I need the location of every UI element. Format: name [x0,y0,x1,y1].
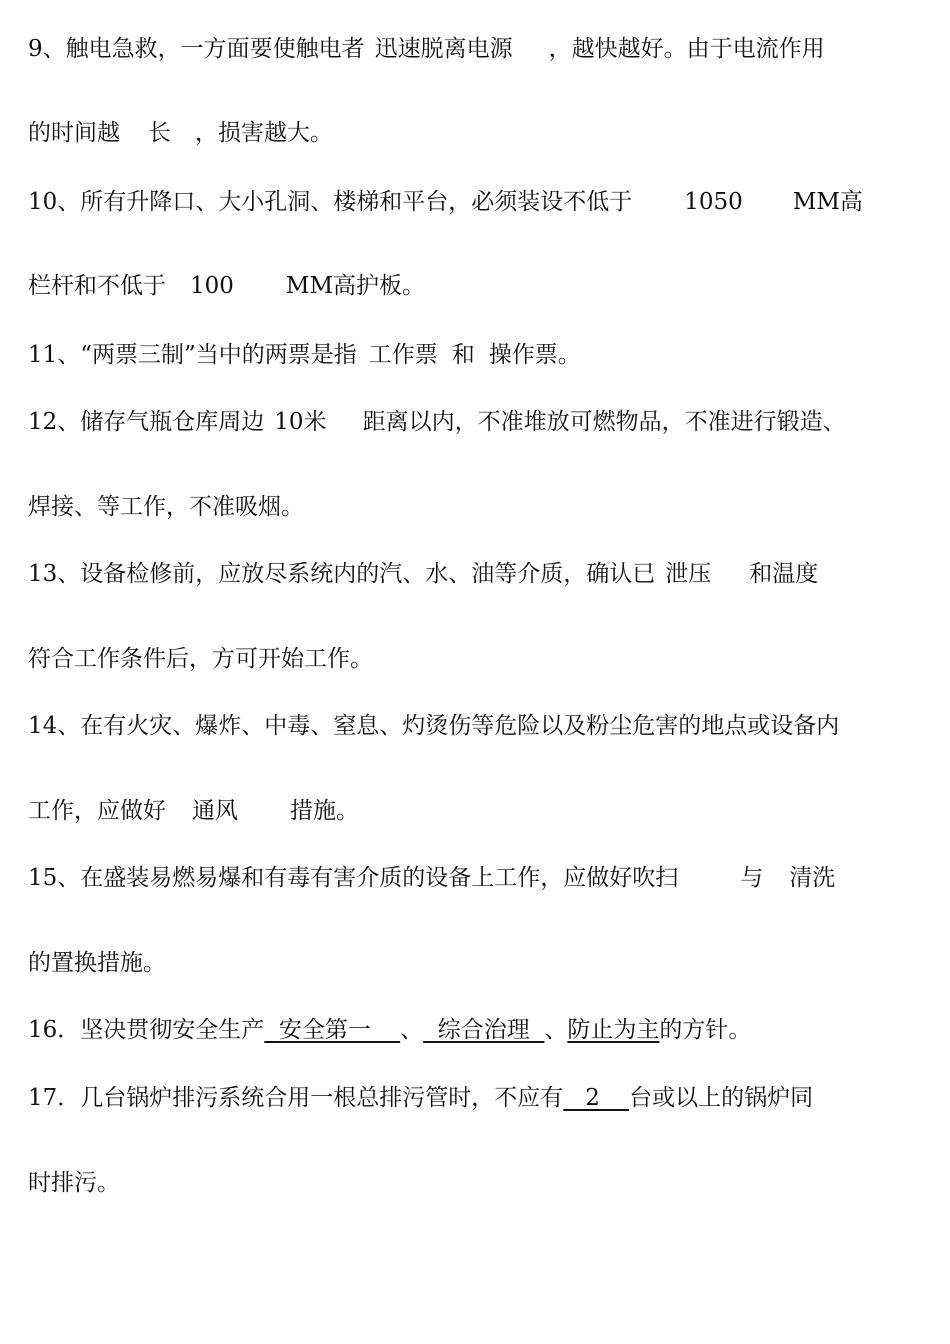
text: 的方针。 [659,1017,752,1043]
text: 工作，应做好 [28,798,166,824]
item-12-line-2 [28,492,304,522]
text: 、 [544,1017,568,1043]
item-17-line-2 [28,1168,120,1198]
answer-underlined: 2 [563,1085,630,1111]
answer-blank: 清洗 [789,865,836,891]
item-15-line-2 [28,948,166,978]
text: 14、在有火灾、爆炸、中毒、窒息、灼烫伤等危险以及粉尘危害的地点或设备内 [28,713,840,739]
text: 时排污。 [28,1170,120,1196]
answer-blank: 与 [740,865,764,891]
item-10-line-2 [28,271,425,301]
text: ，损害越大。 [195,120,333,146]
answer-blank: 长 [148,120,171,146]
text: 15、在盛装易燃易爆和有毒有害介质的设备上工作，应做好吹扫 [28,865,679,891]
text: 16．坚决贯彻安全生产 [28,1017,265,1043]
text: 17．几台锅炉排污系统合用一根总排污管时，不应有 [28,1085,564,1111]
text: 13、设备检修前，应放尽系统内的汽、水、油等介质，确认已 [28,561,656,587]
text: 12、储存气瓶仓库周边 [28,409,265,435]
answer-blank: 泄压 [665,561,712,587]
answer-blank: 操作票。 [488,342,581,368]
item-13-line-1 [28,559,818,589]
text: 焊接、等工作，不准吸烟。 [28,494,304,520]
item-13-line-2 [28,644,373,674]
item-17-line-1 [28,1083,813,1113]
answer-blank: 通风 [192,798,238,824]
text: 10、所有升降口、大小孔洞、楼梯和平台，必须装设不低于 [28,189,633,215]
text: 台或以上的锅炉同 [629,1085,814,1111]
item-16-line-1 [28,1015,751,1045]
text: ，越快越好。由于电流作用 [548,36,825,62]
answer-underlined: 综合治理 [423,1017,545,1043]
text: 9、触电急救，一方面要使触电者 [28,36,365,62]
answer-blank: 1050 [684,189,743,215]
item-9-line-2 [28,118,333,148]
text: MM高 [792,189,863,215]
answer-blank: 100 [190,273,234,299]
text: 、 [400,1017,424,1043]
text: 11、“两票三制”当中的两票是指 [28,342,357,368]
answer-underlined: 防止为主 [567,1017,660,1043]
answer-blank: 工作票 [368,342,438,368]
text: 符合工作条件后，方可开始工作。 [28,646,373,672]
item-12-line-1 [28,407,846,437]
text: 和温度 [749,561,819,587]
item-9-line-1 [28,34,825,64]
item-10-line-1 [28,187,863,217]
text: 的置换措施。 [28,950,166,976]
item-14-line-1 [28,711,839,741]
text: 的时间越 [28,120,120,146]
text: 栏杆和不低于 [28,273,166,299]
item-11-line-1 [28,340,581,370]
answer-underlined: 安全第一 [264,1017,401,1043]
text: 和 [451,342,475,368]
answer-blank: 10米 [274,409,327,435]
text: 距离以内，不准堆放可燃物品，不准进行锻造、 [362,409,846,435]
item-15-line-1 [28,863,835,893]
text: 措施。 [290,798,359,824]
text: MM高护板。 [285,273,426,299]
answer-blank: 迅速脱离电源 [374,36,513,62]
item-14-line-2 [28,796,359,826]
